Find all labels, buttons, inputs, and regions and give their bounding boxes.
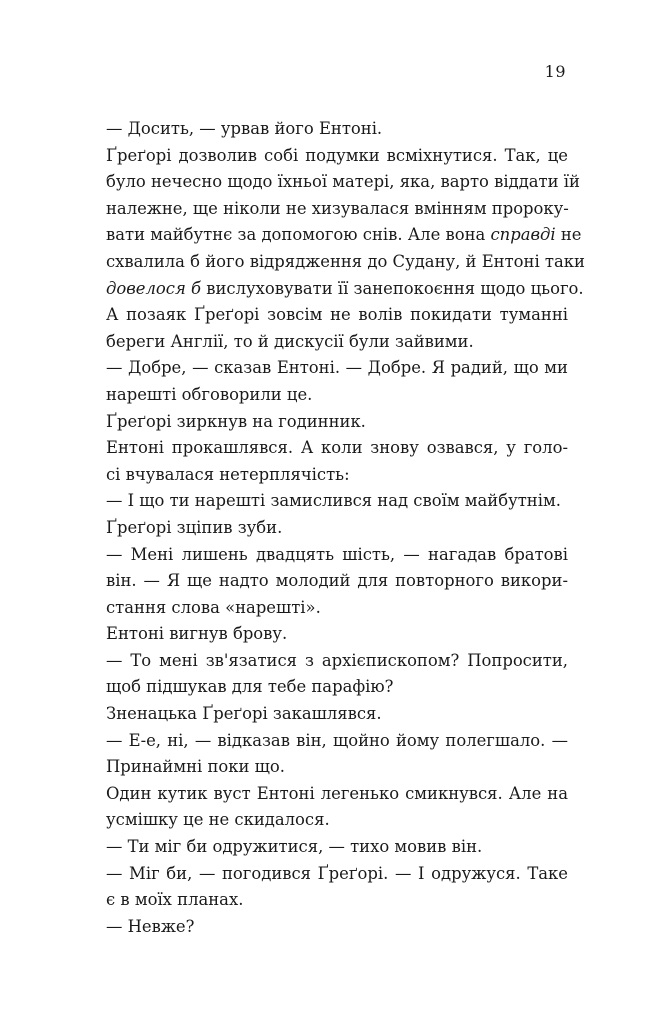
- text-line: Ентоні вигнув брову.: [106, 624, 288, 644]
- text-line: — Ти міг би одружитися, — тихо мовив він.: [106, 837, 483, 857]
- page-number: 19: [544, 62, 566, 81]
- text-line: Зненацька Ґреґорі закашлявся.: [106, 704, 382, 724]
- text-line: щоб підшукав для тебе парафію?: [106, 677, 394, 697]
- text-line: — Міг би, — погодився Ґреґорі. — І одружуся. Таке: [106, 863, 568, 883]
- text-line: — То мені зв'язатися з архієпископом? Попросити,: [106, 650, 568, 670]
- text-line: є в моїх планах.: [106, 890, 244, 910]
- text-line: сі вчувалася нетерплячість:: [106, 464, 350, 484]
- text-line: схвалила б його відрядження до Судану, й Ентоні таки: [106, 251, 585, 271]
- text-line: Ґреґорі зиркнув на годинник.: [106, 411, 366, 431]
- text-line: — Невже?: [106, 916, 195, 936]
- text-line: нарешті обговорили це.: [106, 384, 313, 404]
- text-line: Один кутик вуст Ентоні легенько смикнувся. Але на: [106, 783, 568, 803]
- text-line: береги Англії, то й дискусії були зайвими.: [106, 331, 474, 351]
- text-line: усмішку це не скидалося.: [106, 810, 330, 830]
- italic-emphasis: справді: [490, 225, 556, 245]
- text-line: довелося б вислуховувати її занепокоєння щодо цього.: [106, 278, 584, 298]
- text-line: вати майбутнє за допомогою снів. Але вона справді не: [106, 225, 582, 245]
- text-line: — Досить, — урвав його Ентоні.: [106, 119, 383, 138]
- text-line: А позаяк Ґреґорі зовсім не волів покидати туманні: [106, 305, 568, 325]
- text-line: він. — Я ще надто молодий для повторного викори-: [106, 571, 568, 591]
- text-line: Ґреґорі дозволив собі подумки всміхнутися. Так, це: [106, 145, 568, 165]
- text-line: Принаймні поки що.: [106, 757, 285, 777]
- text-line: — Добре, — сказав Ентоні. — Добре. Я радий, що ми: [106, 358, 568, 378]
- italic-emphasis: довелося б: [106, 278, 202, 298]
- text-line: — Мені лишень двадцять шість, — нагадав братові: [106, 544, 568, 564]
- text-line: Ґреґорі зціпив зуби.: [106, 517, 283, 537]
- text-line: стання слова «нарешті».: [106, 597, 321, 617]
- text-line: було нечесно щодо їхньої матері, яка, варто віддати їй: [106, 172, 580, 192]
- text-line: — І що ти нарешті замислився над своїм майбутнім.: [106, 491, 561, 511]
- body-text: [106, 116, 585, 940]
- text-line: належне, ще ніколи не хизувалася вмінням пророку-: [106, 198, 569, 218]
- text-line: Ентоні прокашлявся. А коли знову озвався, у голо-: [106, 438, 568, 458]
- text-line: — Е-е, ні, — відказав він, щойно йому полегшало. —: [106, 730, 568, 750]
